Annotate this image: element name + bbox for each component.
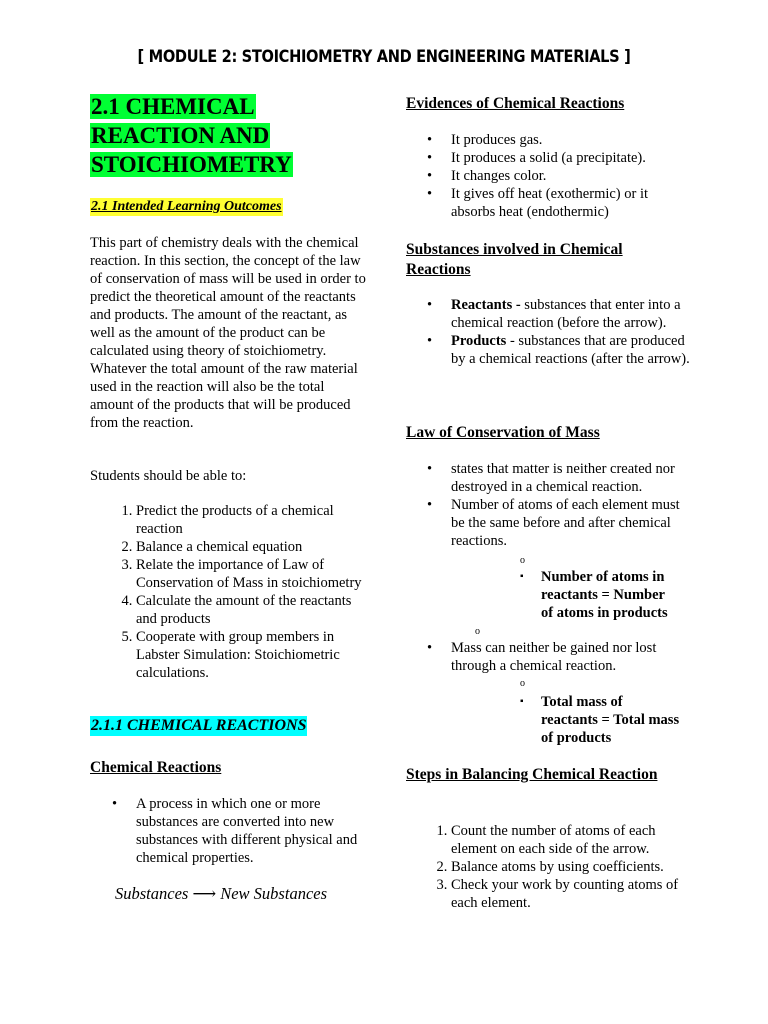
- steps-heading: Steps in Balancing Chemical Reaction: [406, 766, 658, 783]
- section-211-heading: 2.1.1 CHEMICAL REACTIONS: [91, 717, 307, 734]
- law-sub-item-mass: [520, 693, 680, 747]
- students-intro: Students should be able to:: [90, 468, 247, 484]
- reactants-term: Reactants -: [451, 297, 525, 313]
- objective-item: 3. Relate the importance of Law of Conservation of Mass in stoichiometry: [136, 556, 374, 592]
- list-item: • It gives off heat (exothermic) or it absorbs heat (endothermic): [427, 185, 695, 221]
- chemical-reactions-heading: Chemical Reactions: [90, 759, 222, 776]
- list-item: • Number of atoms of each element must be the same before and after chemical reactions.: [427, 496, 695, 550]
- law-list: [427, 460, 695, 550]
- law-list-continued: [427, 639, 695, 675]
- list-item: • states that matter is neither created nor destroyed in a chemical reaction.: [427, 460, 695, 496]
- section-title: [90, 92, 293, 179]
- list-item: • It changes color.: [427, 167, 695, 185]
- evidences-heading: Evidences of Chemical Reactions: [406, 95, 625, 112]
- square-bullet-icon: ▪: [520, 696, 524, 707]
- substances-list: [427, 296, 695, 368]
- objective-item: 4. Calculate the amount of the reactants and products: [136, 592, 374, 628]
- square-bullet-icon: ▪: [520, 571, 524, 582]
- module-header: [ MODULE 2: STOICHIOMETRY AND ENGINEERING MATERIALS ]: [137, 47, 631, 67]
- list-item: • It produces gas.: [427, 131, 695, 149]
- law-sub-item-atoms: [520, 568, 680, 622]
- section-title-line-3: STOICHIOMETRY: [91, 152, 292, 177]
- reactants-definition: substances that enter into a chemical reaction (before the arrow).: [451, 297, 681, 331]
- list-item: • Mass can neither be gained nor lost through a chemical reaction.: [427, 639, 695, 675]
- products-definition: - substances that are produced by a chemical reactions (after the arrow).: [451, 333, 690, 367]
- steps-list: [427, 822, 695, 912]
- list-item-reactants: [427, 296, 695, 332]
- circle-bullet-icon: o: [520, 678, 525, 689]
- intended-learning-outcomes-heading: 2.1 Intended Learning Outcomes: [91, 199, 282, 214]
- step-item: 2. Balance atoms by using coefficients.: [451, 858, 695, 876]
- products-term: Products: [451, 333, 507, 349]
- section-title-line-2: REACTION AND: [91, 123, 270, 148]
- law-of-conservation-heading: Law of Conservation of Mass: [406, 424, 600, 441]
- chemical-reactions-list: [112, 795, 362, 867]
- circle-bullet-icon: o: [475, 626, 480, 637]
- section-title-line-1: 2.1 CHEMICAL: [91, 94, 255, 119]
- step-item: 1. Count the number of atoms of each element on each side of the arrow.: [451, 822, 695, 858]
- substances-heading: Substances involved in Chemical Reactions: [406, 241, 623, 278]
- objective-item: 5. Cooperate with group members in Labster Simulation: Stoichiometric calculations.: [136, 628, 374, 682]
- law-sub-item-text: Number of atoms in reactants = Number of atoms in products: [541, 569, 668, 621]
- evidences-list: [427, 131, 695, 221]
- list-item-products: [427, 332, 695, 368]
- step-item: 3. Check your work by counting atoms of each element.: [451, 876, 695, 912]
- intro-paragraph: This part of chemistry deals with the chemical reaction. In this section, the concept of the law of conservation of mass will be used in order to predict the theoretical amount of the reactants and products. The amount of the reactant, as well as the amount of the product can be calculated using theory of stoichiometry. Whatever the total amount of the raw material used in the reaction will also be the total amount of the products that will be produced from the reaction.: [90, 235, 366, 431]
- list-item: • It produces a solid (a precipitate).: [427, 149, 695, 167]
- list-item: • A process in which one or more substances are converted into new substances with different physical and chemical properties.: [112, 795, 362, 867]
- circle-bullet-icon: o: [520, 555, 525, 566]
- law-sub-item-text: Total mass of reactants = Total mass of products: [541, 694, 680, 746]
- objectives-list: [112, 502, 374, 682]
- objective-item: 1. Predict the products of a chemical reaction: [136, 502, 374, 538]
- reaction-equation: Substances ⟶ New Substances: [115, 884, 328, 903]
- objective-item: 2. Balance a chemical equation: [136, 538, 374, 556]
